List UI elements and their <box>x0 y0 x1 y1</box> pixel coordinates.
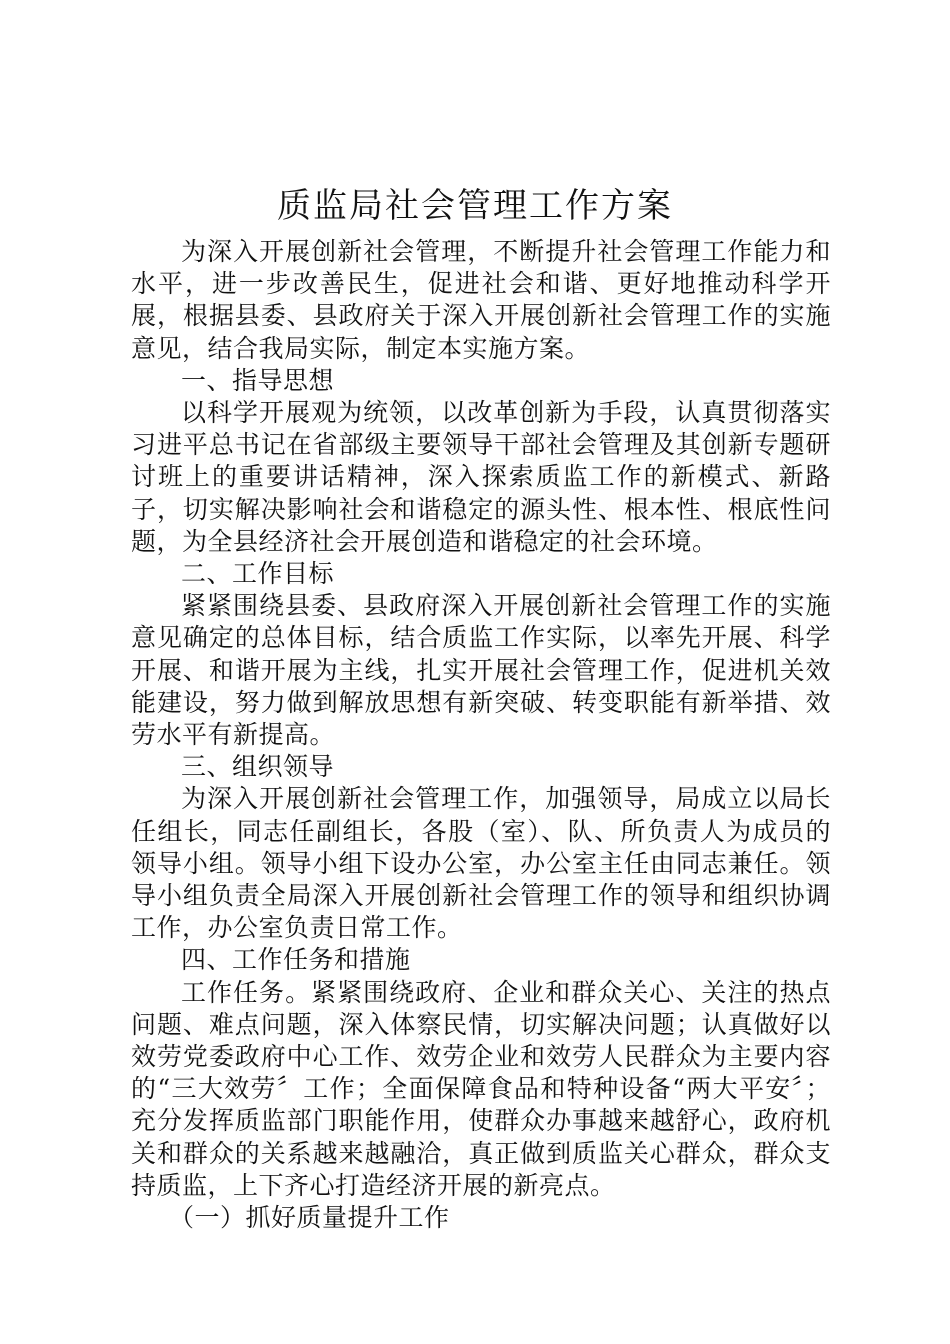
section-heading-guiding-ideology: 一、指导思想 <box>181 365 335 395</box>
section-body-leadership: 为深入开展创新社会管理工作，加强领导，局成立以局长任组长，同志任副组长，各股（室）、队、所负责人为成员的领导小组。领导小组下设办公室，办公室主任由同志兼任。领导小组负责全局深入开展创新社会管理工作的领导和组织协调工作，办公室负责日常工作。 <box>131 784 831 943</box>
document-body <box>131 236 831 1234</box>
section-body-tasks-measures: 工作任务。紧紧围绕政府、企业和群众关心、关注的热点问题、难点问题，深入体察民情，切实解决问题；认真做好以效劳党委政府中心工作、效劳企业和效劳人民群众为主要内容的“三大效劳〞工作；全面保障食品和特种设备“两大平安〞；充分发挥质监部门职能作用，使群众办事越来越舒心，政府机关和群众的关系越来越融洽，真正做到质监关心群众，群众支持质监，上下齐心打造经济开展的新亮点。 <box>131 977 831 1200</box>
section-body-work-goals: 紧紧围绕县委、县政府深入开展创新社会管理工作的实施意见确定的总体目标，结合质监工作实际，以率先开展、科学开展、和谐开展为主线，扎实开展社会管理工作，促进机关效能建设，努力做到解放思想有新突破、转变职能有新举措、效劳水平有新提高。 <box>131 591 831 750</box>
section-body-guiding-ideology: 以科学开展观为统领，以改革创新为手段，认真贯彻落实习进平总书记在省部级主要领导干部社会管理及其创新专题研讨班上的重要讲话精神，深入探索质监工作的新模式、新路子，切实解决影响社会和谐稳定的源头性、根本性、根底性问题，为全县经济社会开展创造和谐稳定的社会环境。 <box>131 398 831 556</box>
section-heading-tasks-measures: 四、工作任务和措施 <box>181 945 411 975</box>
section-heading-leadership: 三、组织领导 <box>181 752 335 782</box>
intro-paragraph: 为深入开展创新社会管理，不断提升社会管理工作能力和水平，进一步改善民生，促进社会和谐、更好地推动科学开展，根据县委、县政府关于深入开展创新社会管理工作的实施意见，结合我局实际，制定本实施方案。 <box>131 237 831 363</box>
section-heading-work-goals: 二、工作目标 <box>181 559 335 589</box>
subsection-heading-quality: （一）抓好质量提升工作 <box>169 1203 450 1233</box>
document-title: 质监局社会管理工作方案 <box>277 186 673 226</box>
